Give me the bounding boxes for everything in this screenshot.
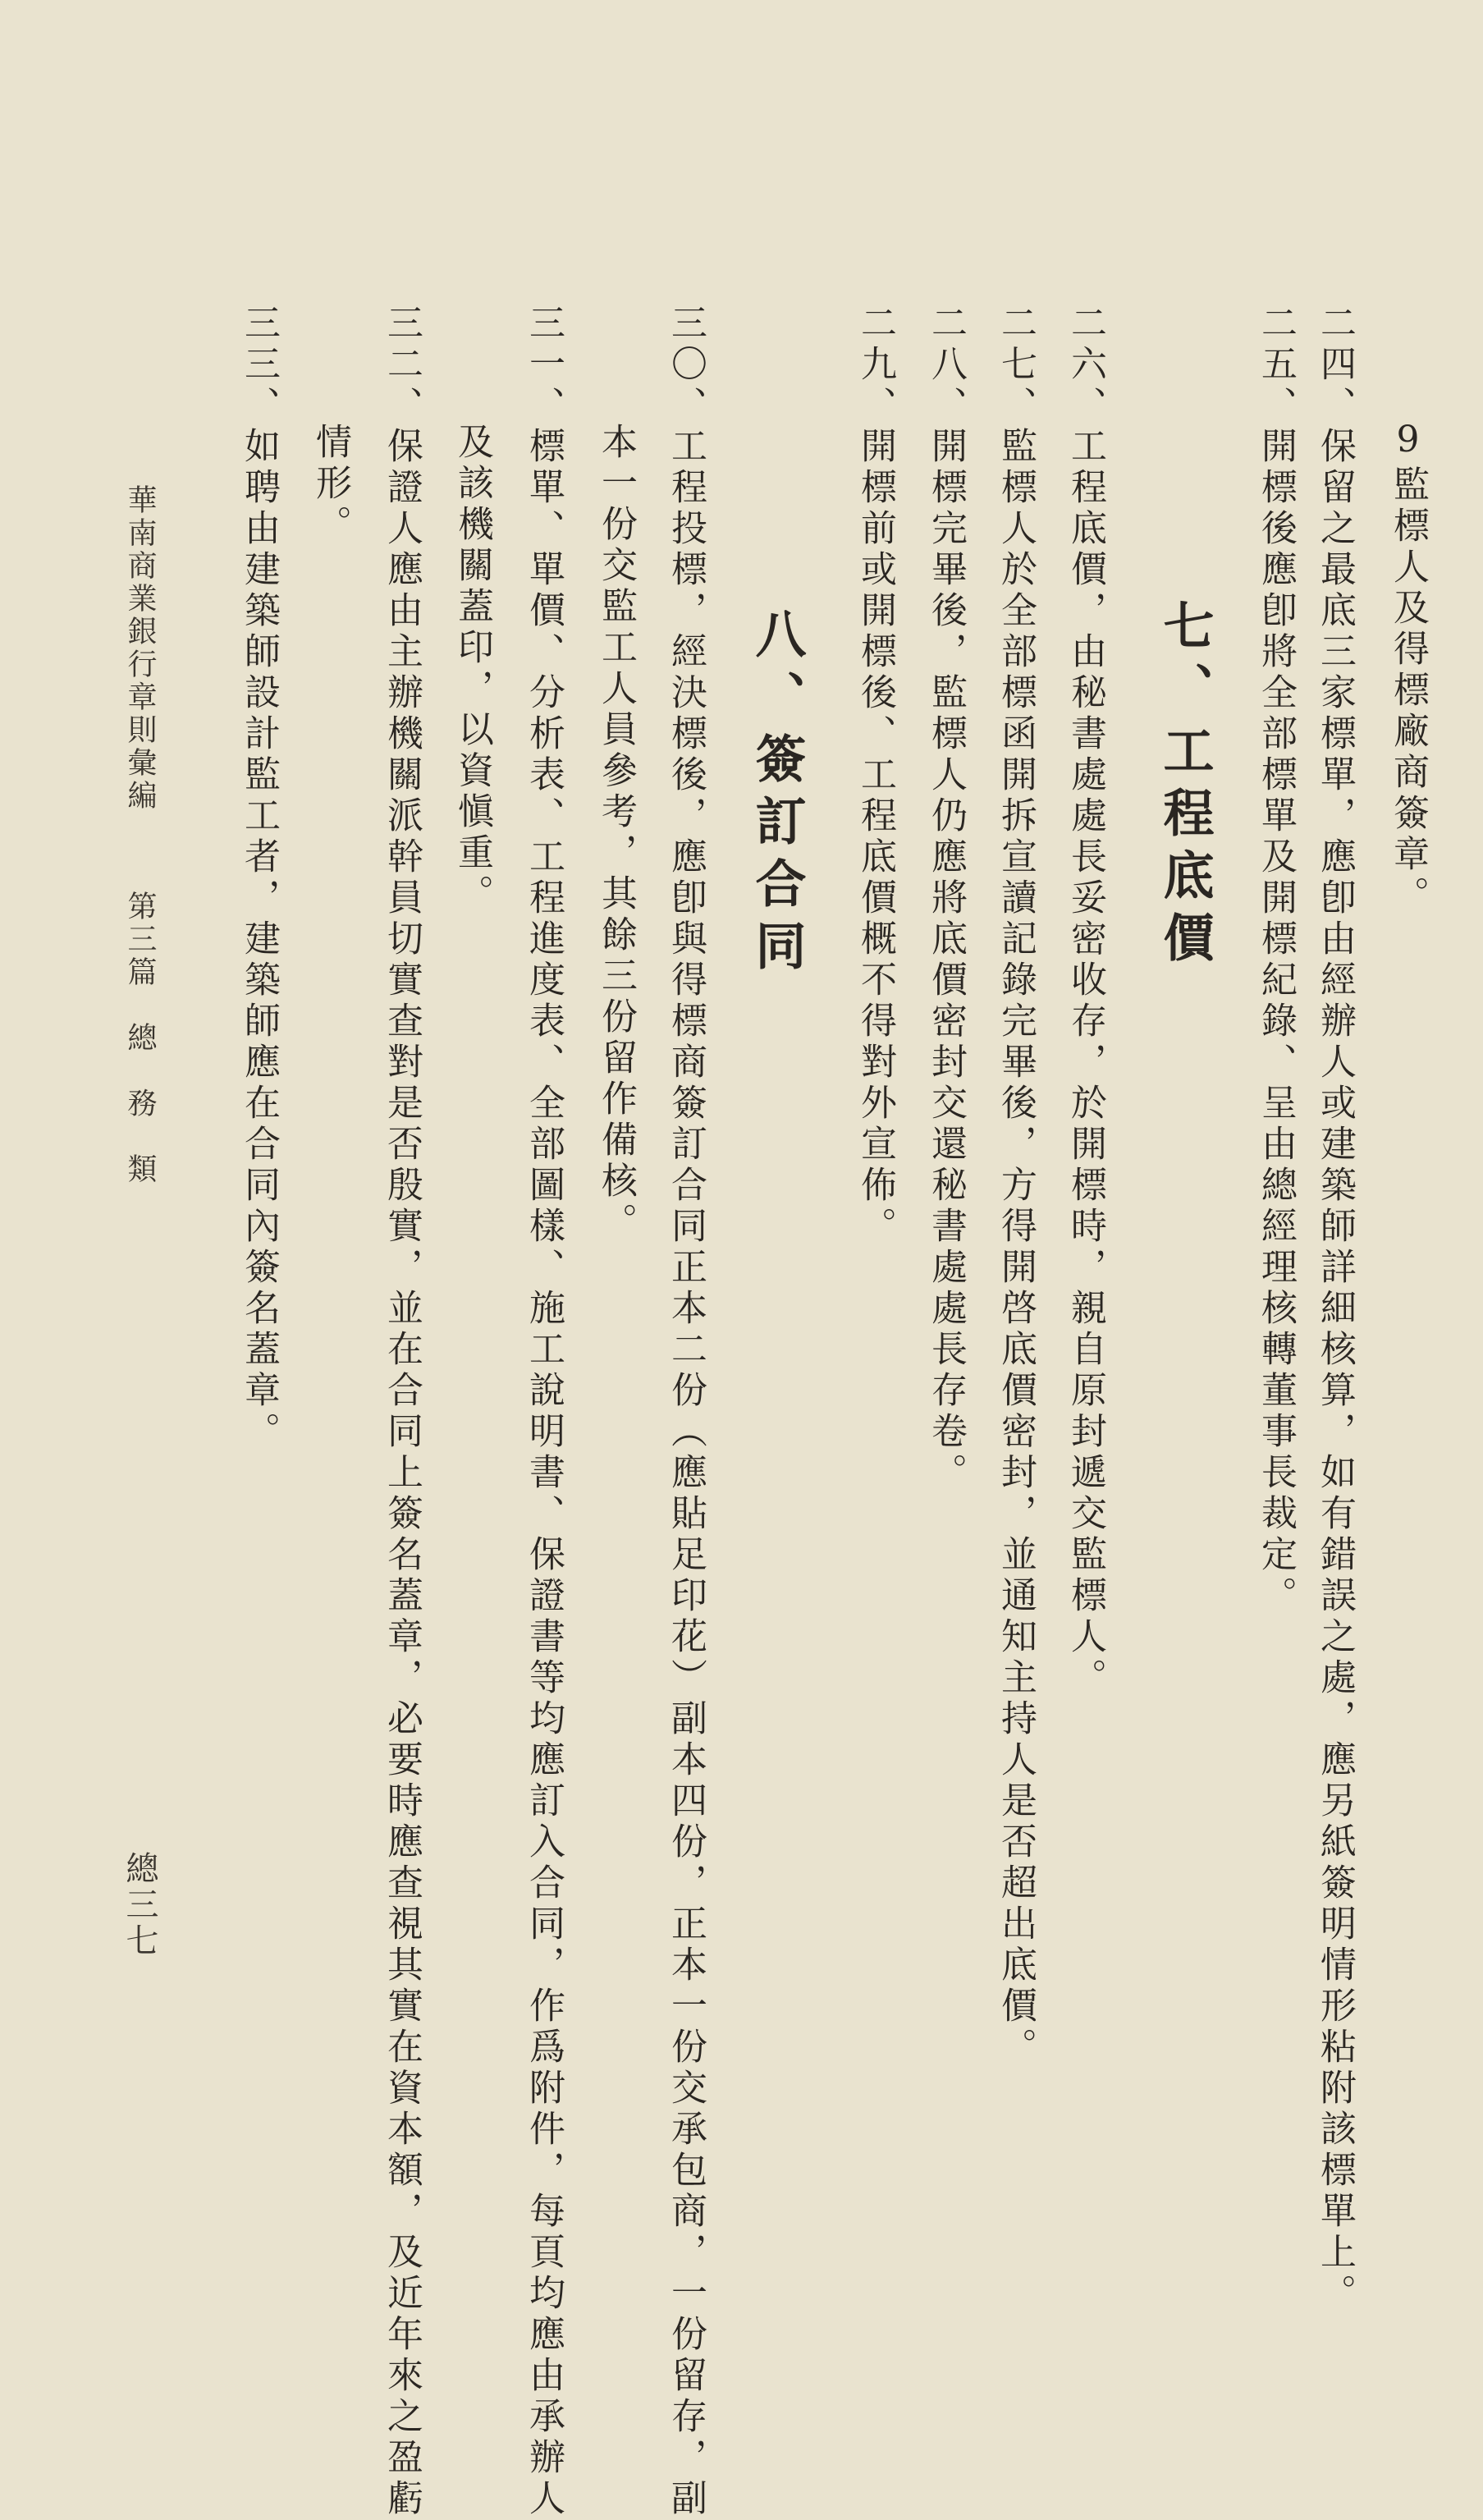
clause-32-continued: 情形。: [309, 423, 351, 546]
clause-26: 二六、工程底價，由秘書處處長妥密收存，於開標時，親自原封遞交監標人。: [1064, 304, 1106, 1699]
clause-31-continued: 及該機關蓋印，以資愼重。: [451, 423, 493, 915]
clause-24: 二四、保留之最底三家標單，應卽由經辦人或建築師詳細核算，如有錯誤之處，應另紙簽明情形粘附該標單上。: [1314, 304, 1356, 2315]
clause-30: 三〇、工程投標，經決標後，應卽與得標商簽訂合同正本二份（應貼足印花）副本四份，正本一份交承包商，一份留存，副: [665, 304, 707, 2520]
footer-section-title: 第三篇 總 務 類: [123, 891, 157, 1186]
clause-33: 三三、如聘由建築師設計監工者，建築師應在合同內簽名蓋章。: [238, 304, 280, 1453]
text-column-9: 9監標人及得標廠商簽章。: [1387, 419, 1429, 917]
section-heading-8: 八、簽訂合同: [747, 607, 807, 982]
page-number: 總三七: [121, 1851, 158, 1959]
clause-28: 二八、開標完畢後，監標人仍應將底價密封交還秘書處處長存卷。: [925, 304, 967, 1494]
clause-29: 二九、開標前或開標後、工程底價概不得對外宣佈。: [854, 304, 896, 1248]
clause-25: 二五、開標後應卽將全部標單及開標紀錄、呈由總經理核轉董事長裁定。: [1255, 304, 1297, 1617]
clause-27: 二七、監標人於全部標函開拆宣讀記錄完畢後，方得開啓底價密封，並通知主持人是否超出底價。: [995, 304, 1037, 2069]
clause-30-continued: 本一份交監工人員參考，其餘三份留作備核。: [595, 423, 637, 1244]
clause-31: 三一、標單、單價、分析表、工程進度表、全部圖樣、施工說明書、保證書等均應訂入合同，作爲附件，每頁均應由承辦人: [523, 304, 565, 2520]
section-heading-7: 七、工程底價: [1155, 599, 1215, 974]
footer-book-title: 華南商業銀行章則彙編: [123, 484, 157, 813]
clause-32: 三二、保證人應由主辦機關派幹員切實查對是否殷實，並在合同上簽名蓋章，必要時應查視其實在資本額，及近年來之盈虧: [381, 304, 423, 2520]
